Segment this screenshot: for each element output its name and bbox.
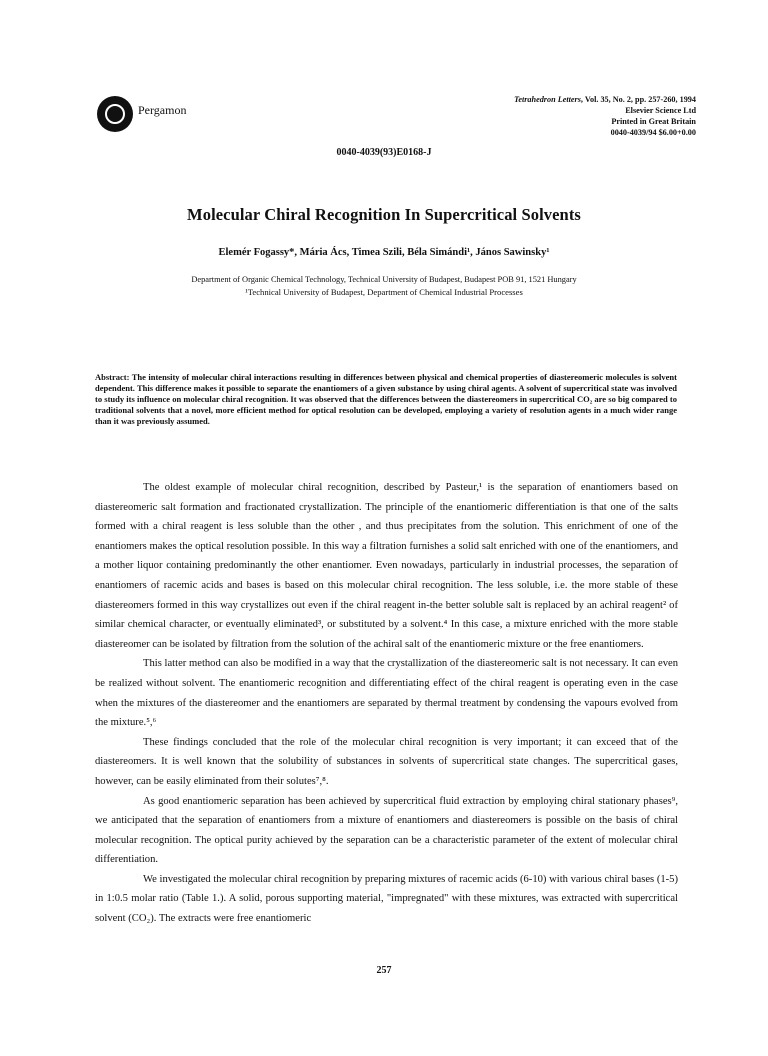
abstract-text: The intensity of molecular chiral interactions resulting in differences between physical and chemical properties of diastereomeric molecules is solvent dependent. This difference makes it possible to separate the enantiomers of a given substance by using chiral agents. A solvent of supercritical state was involved to study its influence on molecular chiral recognition. It was observed that the differences between the diastereomers in supercritical CO₂ are so big compared to traditional solvents that a novel, more efficient method for optical resolution can be developed, employing a variety of resolution agents in a much wider range than it was previously assumed. (95, 372, 677, 427)
page-number: 257 (376, 965, 392, 976)
printed-location: Printed in Great Britain (611, 117, 696, 126)
paragraph: This latter method can also be modified in a way that the crystallization of the diastereomeric salt is not necessary. It can even be realized without solvent. The enantiomeric recognition and differentiating effect of the chiral reagent is operating even in the case when the mixtures of the diastereomer and the enantiomers are separated by thermal treatment by condensing the vapours evolved from the mixture.⁵,⁶ (95, 658, 678, 729)
body-text (95, 478, 678, 929)
paragraph: The oldest example of molecular chiral recognition, described by Pasteur,¹ is the separation of enantiomers based on diastereomeric salt formation and fractionated crystallization. The principle of the enantiomeric differentiation is that one of the salts formed with a chiral reagent is less soluble than the other , and thus precipitates from the solution. This enrichment of one of the enantiomers makes the optical resolution possible. In this way a filtration furnishes a solid salt enriched with one of the enantiomers, and a mother liquor containing predominantly the other enantiomer. Even nowadays, particularly in industrial processes, the separation of enantiomers of racemic acids and bases is based on this molecular chiral recognition. The less soluble, i.e. the more stable of these diastereomers formed in this way crystallizes out even if the chiral reagent in-the better soluble salt is replaced by an achiral reagent² of similar chemical character, or eventually eliminated³, or substituted by a solvent.⁴ In this case, a mixture enriched with the more stable diastereomer can be isolated by filtration from the solution of the achiral salt of the enantiomeric mixture or the free enantiomers. (95, 482, 678, 650)
affiliation-2: ¹Technical University of Budapest, Department of Chemical Industrial Processes (245, 287, 523, 297)
journal-info (514, 94, 696, 138)
journal-reference (514, 94, 696, 105)
affiliation-1: Department of Organic Chemical Technology, Technical University of Budapest, Budapest POB 91, 1521 Hungary (191, 275, 577, 284)
publisher-name: Pergamon (138, 103, 187, 117)
paragraph: These findings concluded that the role of the molecular chiral recognition is very important; it can exceed that of the diastereomers. It is well known that the solubility of substances in solvents of supercritical state changes. The supercritical gases, however, can be easily eliminated from their solutes⁷,⁸. (95, 736, 678, 787)
journal-name: Tetrahedron Letters (514, 95, 581, 104)
journal-ref: , Vol. 35, No. 2, pp. 257-260, 1994 (580, 95, 696, 104)
paper-title: Molecular Chiral Recognition In Supercritical Solvents (187, 205, 581, 224)
paragraph: We investigated the molecular chiral recognition by preparing mixtures of racemic acids (6-10) with various chiral bases (1-5) in 1:0.5 molar ratio (Table 1.). A solid, porous supporting material, "impregnated" with these mixtures, was extracted with supercritical solvent (CO₂). The extracts were free enantiomeric (95, 873, 678, 925)
author-list: Elemér Fogassy*, Mária Ács, Timea Szili, Béla Simándi¹, János Sawinsky¹ (218, 247, 550, 258)
abstract-label: Abstract: (95, 372, 130, 382)
pergamon-logo-icon (97, 96, 133, 132)
abstract (95, 372, 677, 427)
copyright: Elsevier Science Ltd (625, 106, 696, 115)
paragraph: As good enantiomeric separation has been achieved by supercritical fluid extraction by employing chiral stationary phases⁹, we anticipated that the separation of enantiomers from a mixture of enantiomers and diastereomers is possible on the basis of chiral molecular recognition. The optical purity achieved by the separation can be a characteristic parameter of the extent of molecular chiral differentiation. (95, 795, 678, 866)
price-code: 0040-4039/94 $6.00+0.00 (610, 128, 696, 137)
doi: 0040-4039(93)E0168-J (336, 147, 432, 158)
